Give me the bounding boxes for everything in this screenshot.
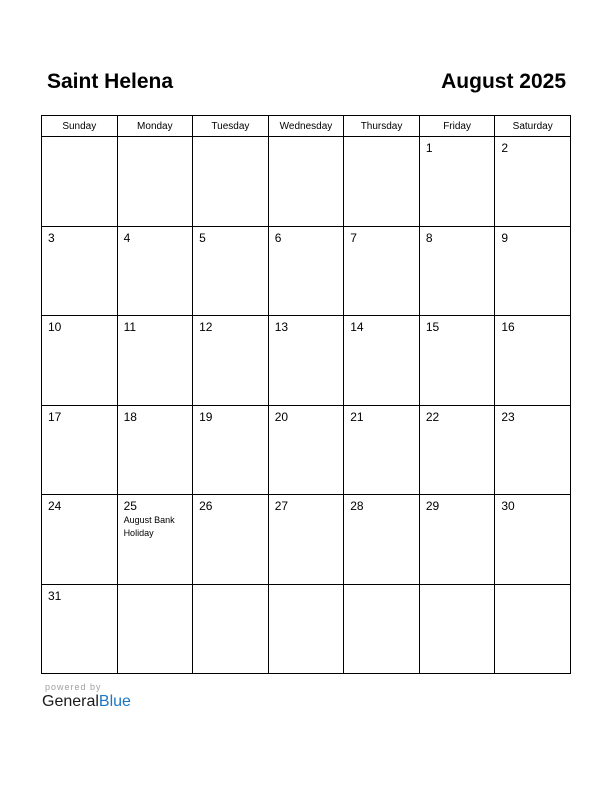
day-cell [419, 226, 495, 316]
day-number: 21 [350, 409, 364, 424]
day-cell [344, 584, 420, 674]
day-cell [117, 137, 193, 227]
day-cell [344, 226, 420, 316]
day-number [344, 585, 419, 590]
day-cell [495, 137, 571, 227]
day-cell [268, 316, 344, 406]
brand-blue-text: Blue [98, 693, 131, 710]
month-year-title: August 2025 [441, 70, 566, 93]
day-number: 19 [199, 409, 213, 424]
day-cell [42, 137, 118, 227]
weekday-thursday: Thursday [344, 116, 420, 137]
day-number: 13 [274, 320, 289, 334]
day-cell [42, 405, 118, 495]
day-cell [419, 405, 495, 495]
day-number: 5 [199, 230, 206, 245]
day-cell [193, 137, 269, 227]
day-number: 2 [501, 141, 509, 155]
footer-branding [42, 682, 131, 711]
day-number [269, 137, 344, 142]
day-cell [268, 137, 344, 227]
day-number: 1 [425, 141, 433, 155]
day-cell [193, 316, 269, 406]
day-cell [268, 584, 344, 674]
day-number: 24 [48, 499, 62, 513]
day-cell [344, 316, 420, 406]
day-number: 16 [501, 320, 515, 334]
day-number: 14 [350, 320, 364, 334]
day-cell [193, 495, 269, 585]
day-number: 11 [123, 320, 137, 334]
powered-by-text: powered by [45, 682, 102, 692]
calendar-header [41, 70, 566, 98]
day-cell [117, 316, 193, 406]
day-number [118, 137, 193, 142]
day-number [344, 137, 419, 142]
day-cell [117, 495, 193, 585]
day-cell [42, 495, 118, 585]
day-number: 22 [425, 409, 440, 424]
weekday-sunday: Sunday [42, 116, 118, 137]
day-number: 18 [123, 409, 137, 424]
day-cell [419, 495, 495, 585]
day-cell [419, 316, 495, 406]
week-row-5 [42, 495, 571, 585]
day-number: 9 [501, 230, 509, 245]
day-number [118, 585, 193, 590]
day-number: 17 [48, 409, 62, 424]
day-number: 26 [199, 499, 213, 513]
day-cell [419, 137, 495, 227]
week-row-4 [42, 405, 571, 495]
weekday-header-row [42, 116, 571, 137]
day-cell [268, 226, 344, 316]
holiday-label: August Bank Holiday [123, 515, 175, 538]
day-cell [42, 226, 118, 316]
week-row-2 [42, 226, 571, 316]
day-number: 3 [48, 230, 55, 245]
day-cell [193, 226, 269, 316]
day-number: 29 [425, 499, 440, 513]
day-cell [495, 495, 571, 585]
day-number [193, 585, 268, 590]
brand-general-text: General [42, 693, 99, 710]
day-number: 31 [48, 588, 62, 603]
country-title: Saint Helena [47, 70, 174, 93]
day-number [420, 585, 495, 590]
day-number: 23 [501, 409, 515, 424]
day-cell [193, 405, 269, 495]
day-number [193, 137, 268, 142]
day-number: 7 [350, 230, 357, 245]
day-cell [117, 226, 193, 316]
day-cell [344, 137, 420, 227]
week-row-6 [42, 584, 571, 674]
day-cell [268, 405, 344, 495]
generalblue-logo[interactable] [42, 693, 131, 711]
day-cell [268, 495, 344, 585]
day-cell [344, 495, 420, 585]
day-number: 30 [501, 499, 515, 513]
day-cell [495, 584, 571, 674]
day-number: 12 [199, 320, 213, 334]
day-cell [495, 405, 571, 495]
day-number: 25 [123, 499, 137, 513]
weekday-wednesday: Wednesday [268, 116, 344, 137]
day-cell [495, 226, 571, 316]
day-number: 20 [274, 409, 289, 424]
day-number [42, 137, 117, 142]
day-number: 6 [274, 230, 282, 245]
weekday-monday: Monday [117, 116, 193, 137]
day-cell [193, 584, 269, 674]
day-cell [117, 584, 193, 674]
weekday-tuesday: Tuesday [193, 116, 269, 137]
day-cell [344, 405, 420, 495]
day-number: 4 [123, 230, 131, 245]
week-row-3 [42, 316, 571, 406]
day-number [269, 585, 344, 590]
week-row-1 [42, 137, 571, 227]
weekday-saturday: Saturday [495, 116, 571, 137]
day-cell [42, 584, 118, 674]
weekday-friday: Friday [419, 116, 495, 137]
day-number: 27 [274, 499, 289, 513]
day-cell [495, 316, 571, 406]
day-number: 15 [425, 320, 440, 334]
calendar-grid [41, 115, 571, 674]
day-number [495, 585, 570, 590]
day-number: 10 [48, 320, 62, 334]
day-cell [117, 405, 193, 495]
day-cell [419, 584, 495, 674]
day-cell [42, 316, 118, 406]
day-number: 8 [425, 230, 433, 245]
day-number: 28 [350, 499, 364, 513]
